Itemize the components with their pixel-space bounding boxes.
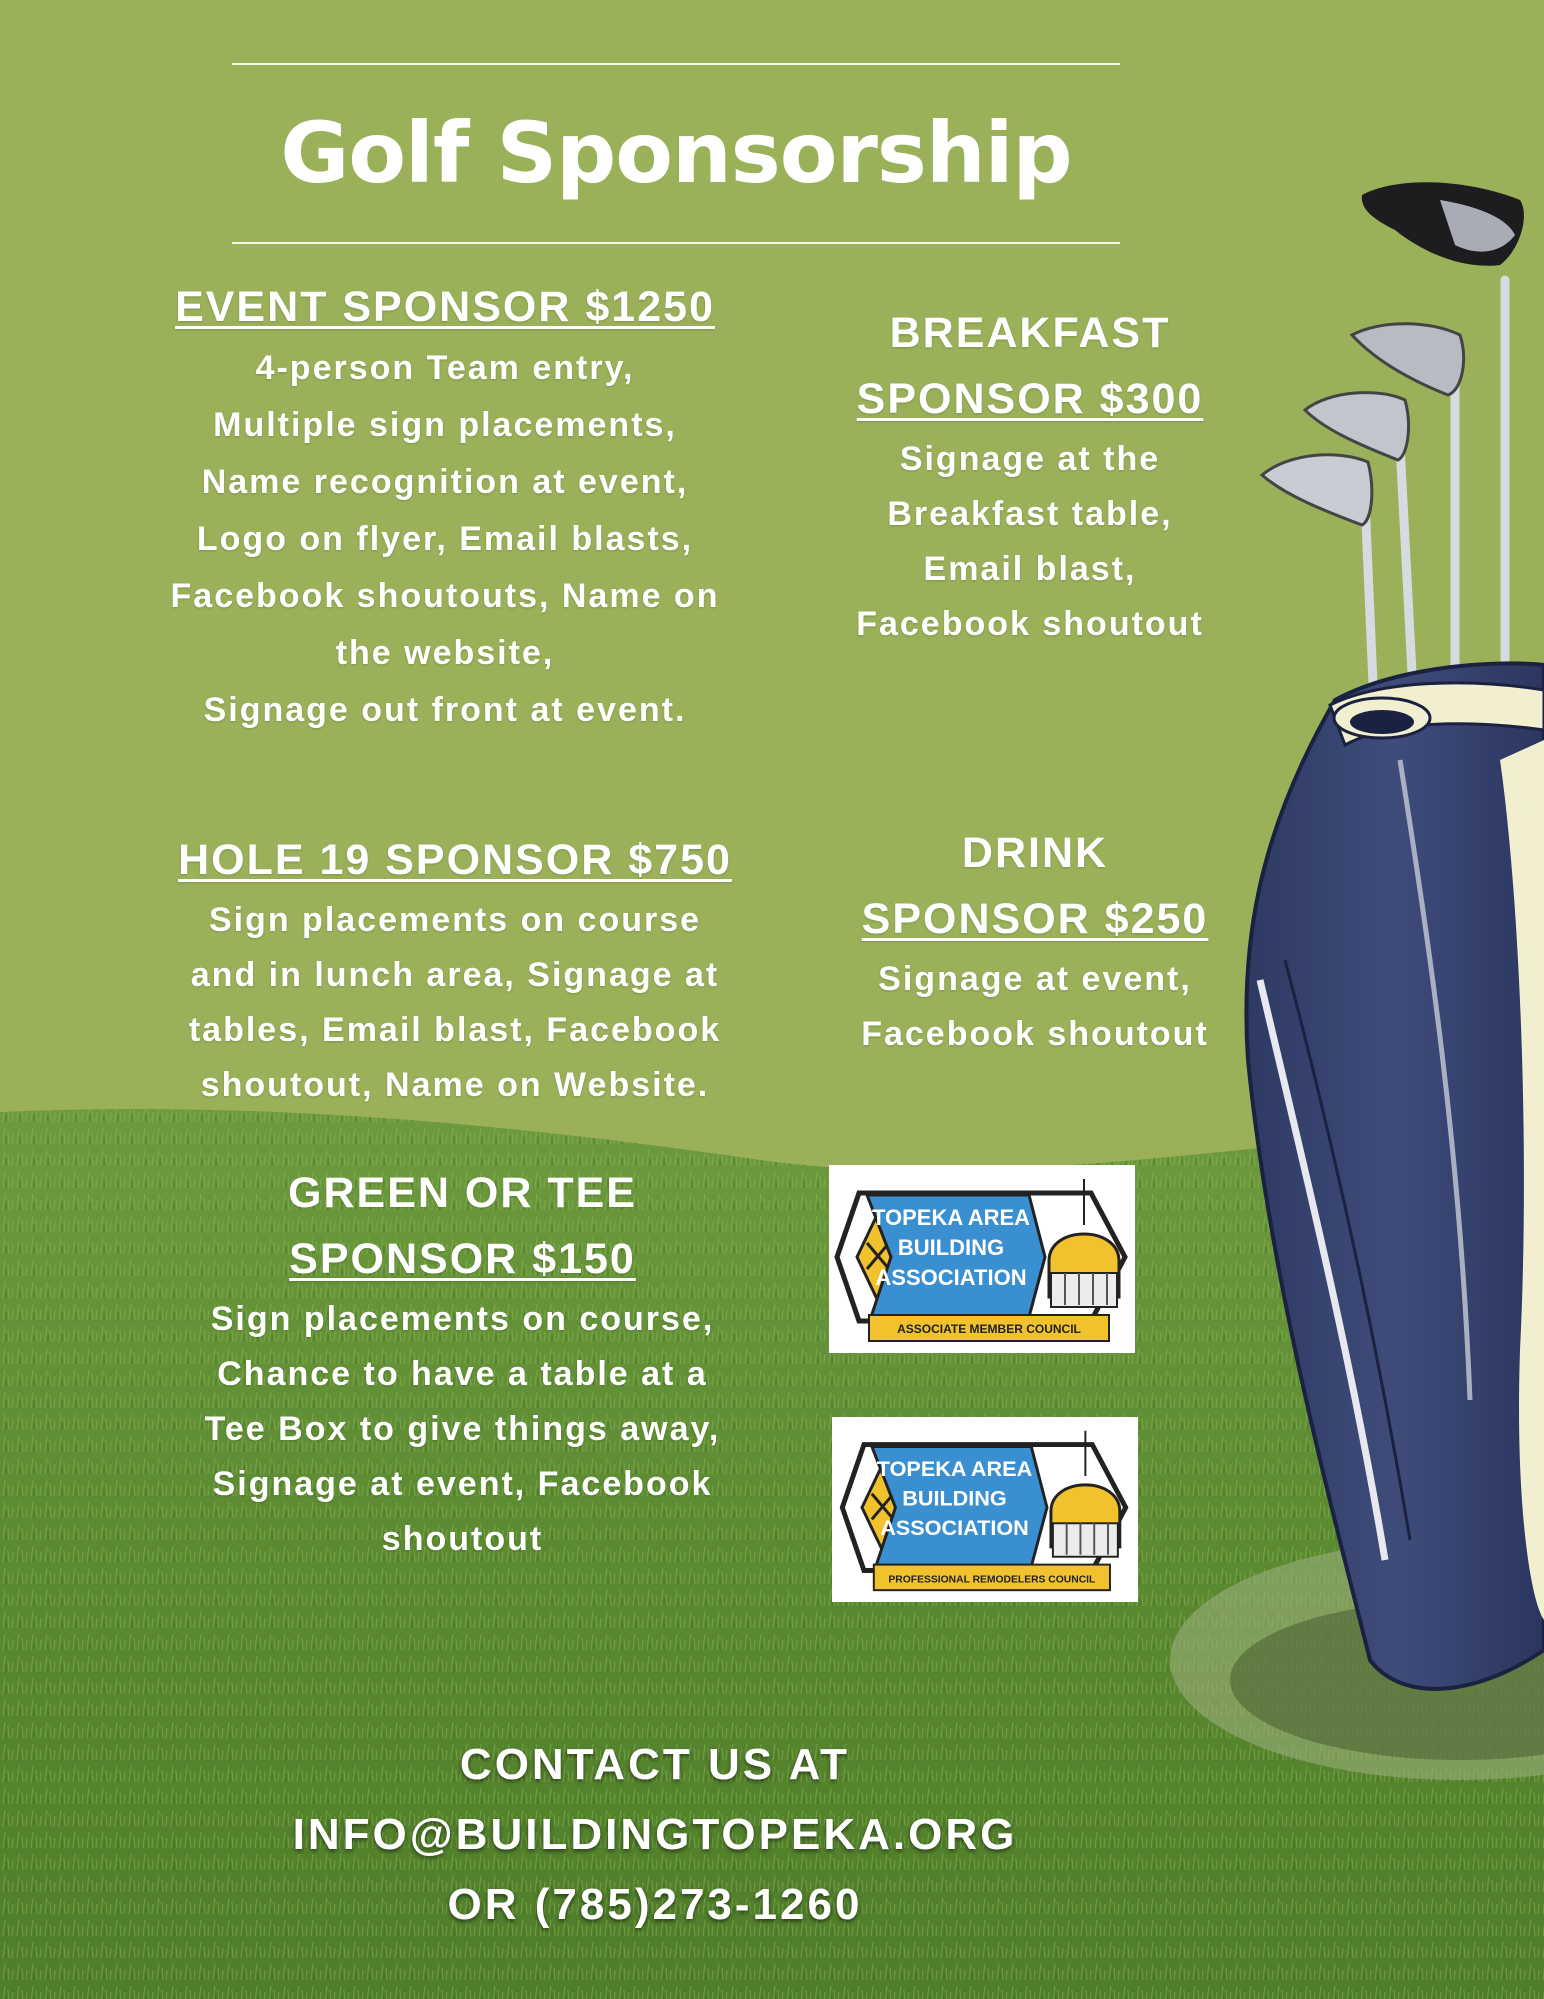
- green-tee-sponsor-heading-line2: SPONSOR $150: [289, 1235, 636, 1283]
- page-title: Golf Sponsorship: [280, 104, 1072, 202]
- benefit-line: 4-person Team entry,: [255, 349, 635, 387]
- green-tee-sponsor-heading-line1: GREEN OR TEE: [288, 1169, 637, 1217]
- benefit-line: tables, Email blast, Facebook: [188, 1011, 722, 1049]
- contact-section: [210, 1730, 1100, 1940]
- green-tee-sponsor-section: [140, 1160, 785, 1567]
- benefit-line: Sign placements on course,: [210, 1300, 715, 1338]
- hole19-sponsor-benefits: [130, 893, 780, 1113]
- drink-sponsor-heading-line1: DRINK: [961, 829, 1109, 877]
- benefit-line: Email blast,: [923, 550, 1137, 588]
- benefit-line: Facebook shoutout: [856, 605, 1204, 643]
- benefit-line: Signage out front at event.: [203, 691, 687, 729]
- benefit-line: Signage at event,: [878, 960, 1192, 998]
- benefit-line: Name recognition at event,: [201, 463, 689, 501]
- benefit-line: Chance to have a table at a: [217, 1355, 708, 1393]
- logo-text-line3: ASSOCIATION: [880, 1515, 1029, 1541]
- benefit-line: Signage at event, Facebook: [212, 1465, 713, 1503]
- drink-sponsor-section: [820, 820, 1250, 1062]
- logo-text-line2: BUILDING: [897, 1235, 1005, 1260]
- taba-associate-member-council-logo: [829, 1165, 1135, 1353]
- benefit-line: Facebook shoutouts, Name on: [170, 577, 720, 615]
- benefit-line: Multiple sign placements,: [213, 406, 677, 444]
- benefit-line: shoutout: [381, 1520, 544, 1558]
- benefit-line: Logo on flyer, Email blasts,: [196, 520, 694, 558]
- benefit-line: and in lunch area, Signage at: [190, 956, 720, 994]
- benefit-line: Facebook shoutout: [861, 1015, 1209, 1053]
- hole19-sponsor-section: [130, 827, 780, 1113]
- breakfast-sponsor-heading-line2: SPONSOR $300: [856, 375, 1204, 423]
- taba-professional-remodelers-council-logo: [832, 1417, 1138, 1602]
- contact-phone[interactable]: OR (785)273-1260: [447, 1880, 863, 1929]
- logo-text-line1: TOPEKA AREA: [876, 1456, 1033, 1482]
- benefit-line: Signage at the: [899, 440, 1161, 478]
- logo-text-line1: TOPEKA AREA: [871, 1205, 1031, 1230]
- benefit-line: the website,: [335, 634, 555, 672]
- event-sponsor-heading: EVENT SPONSOR $1250: [175, 283, 715, 331]
- drink-sponsor-heading-line2: SPONSOR $250: [861, 895, 1209, 943]
- logo-banner-text: PROFESSIONAL REMODELERS COUNCIL: [888, 1574, 1096, 1586]
- benefit-line: Tee Box to give things away,: [204, 1410, 721, 1448]
- contact-line: CONTACT US AT: [459, 1740, 851, 1789]
- hole19-sponsor-heading: HOLE 19 SPONSOR $750: [178, 836, 732, 884]
- contact-email[interactable]: INFO@BUILDINGTOPEKA.ORG: [292, 1810, 1018, 1859]
- drink-sponsor-benefits: [820, 952, 1250, 1062]
- benefit-line: Sign placements on course: [208, 901, 702, 939]
- benefit-line: shoutout, Name on Website.: [200, 1066, 710, 1104]
- event-sponsor-benefits: [120, 340, 770, 739]
- breakfast-sponsor-heading-line1: BREAKFAST: [889, 309, 1171, 357]
- green-tee-sponsor-benefits: [140, 1292, 785, 1567]
- title-bottom-divider: [232, 242, 1120, 244]
- logo-banner-text: ASSOCIATE MEMBER COUNCIL: [897, 1322, 1081, 1336]
- top-divider: [232, 63, 1120, 65]
- logo-text-line2: BUILDING: [902, 1485, 1007, 1511]
- logo-text-line3: ASSOCIATION: [875, 1265, 1027, 1290]
- benefit-line: Breakfast table,: [887, 495, 1173, 533]
- breakfast-sponsor-benefits: [820, 432, 1240, 652]
- event-sponsor-section: [120, 274, 770, 739]
- breakfast-sponsor-section: [820, 300, 1240, 652]
